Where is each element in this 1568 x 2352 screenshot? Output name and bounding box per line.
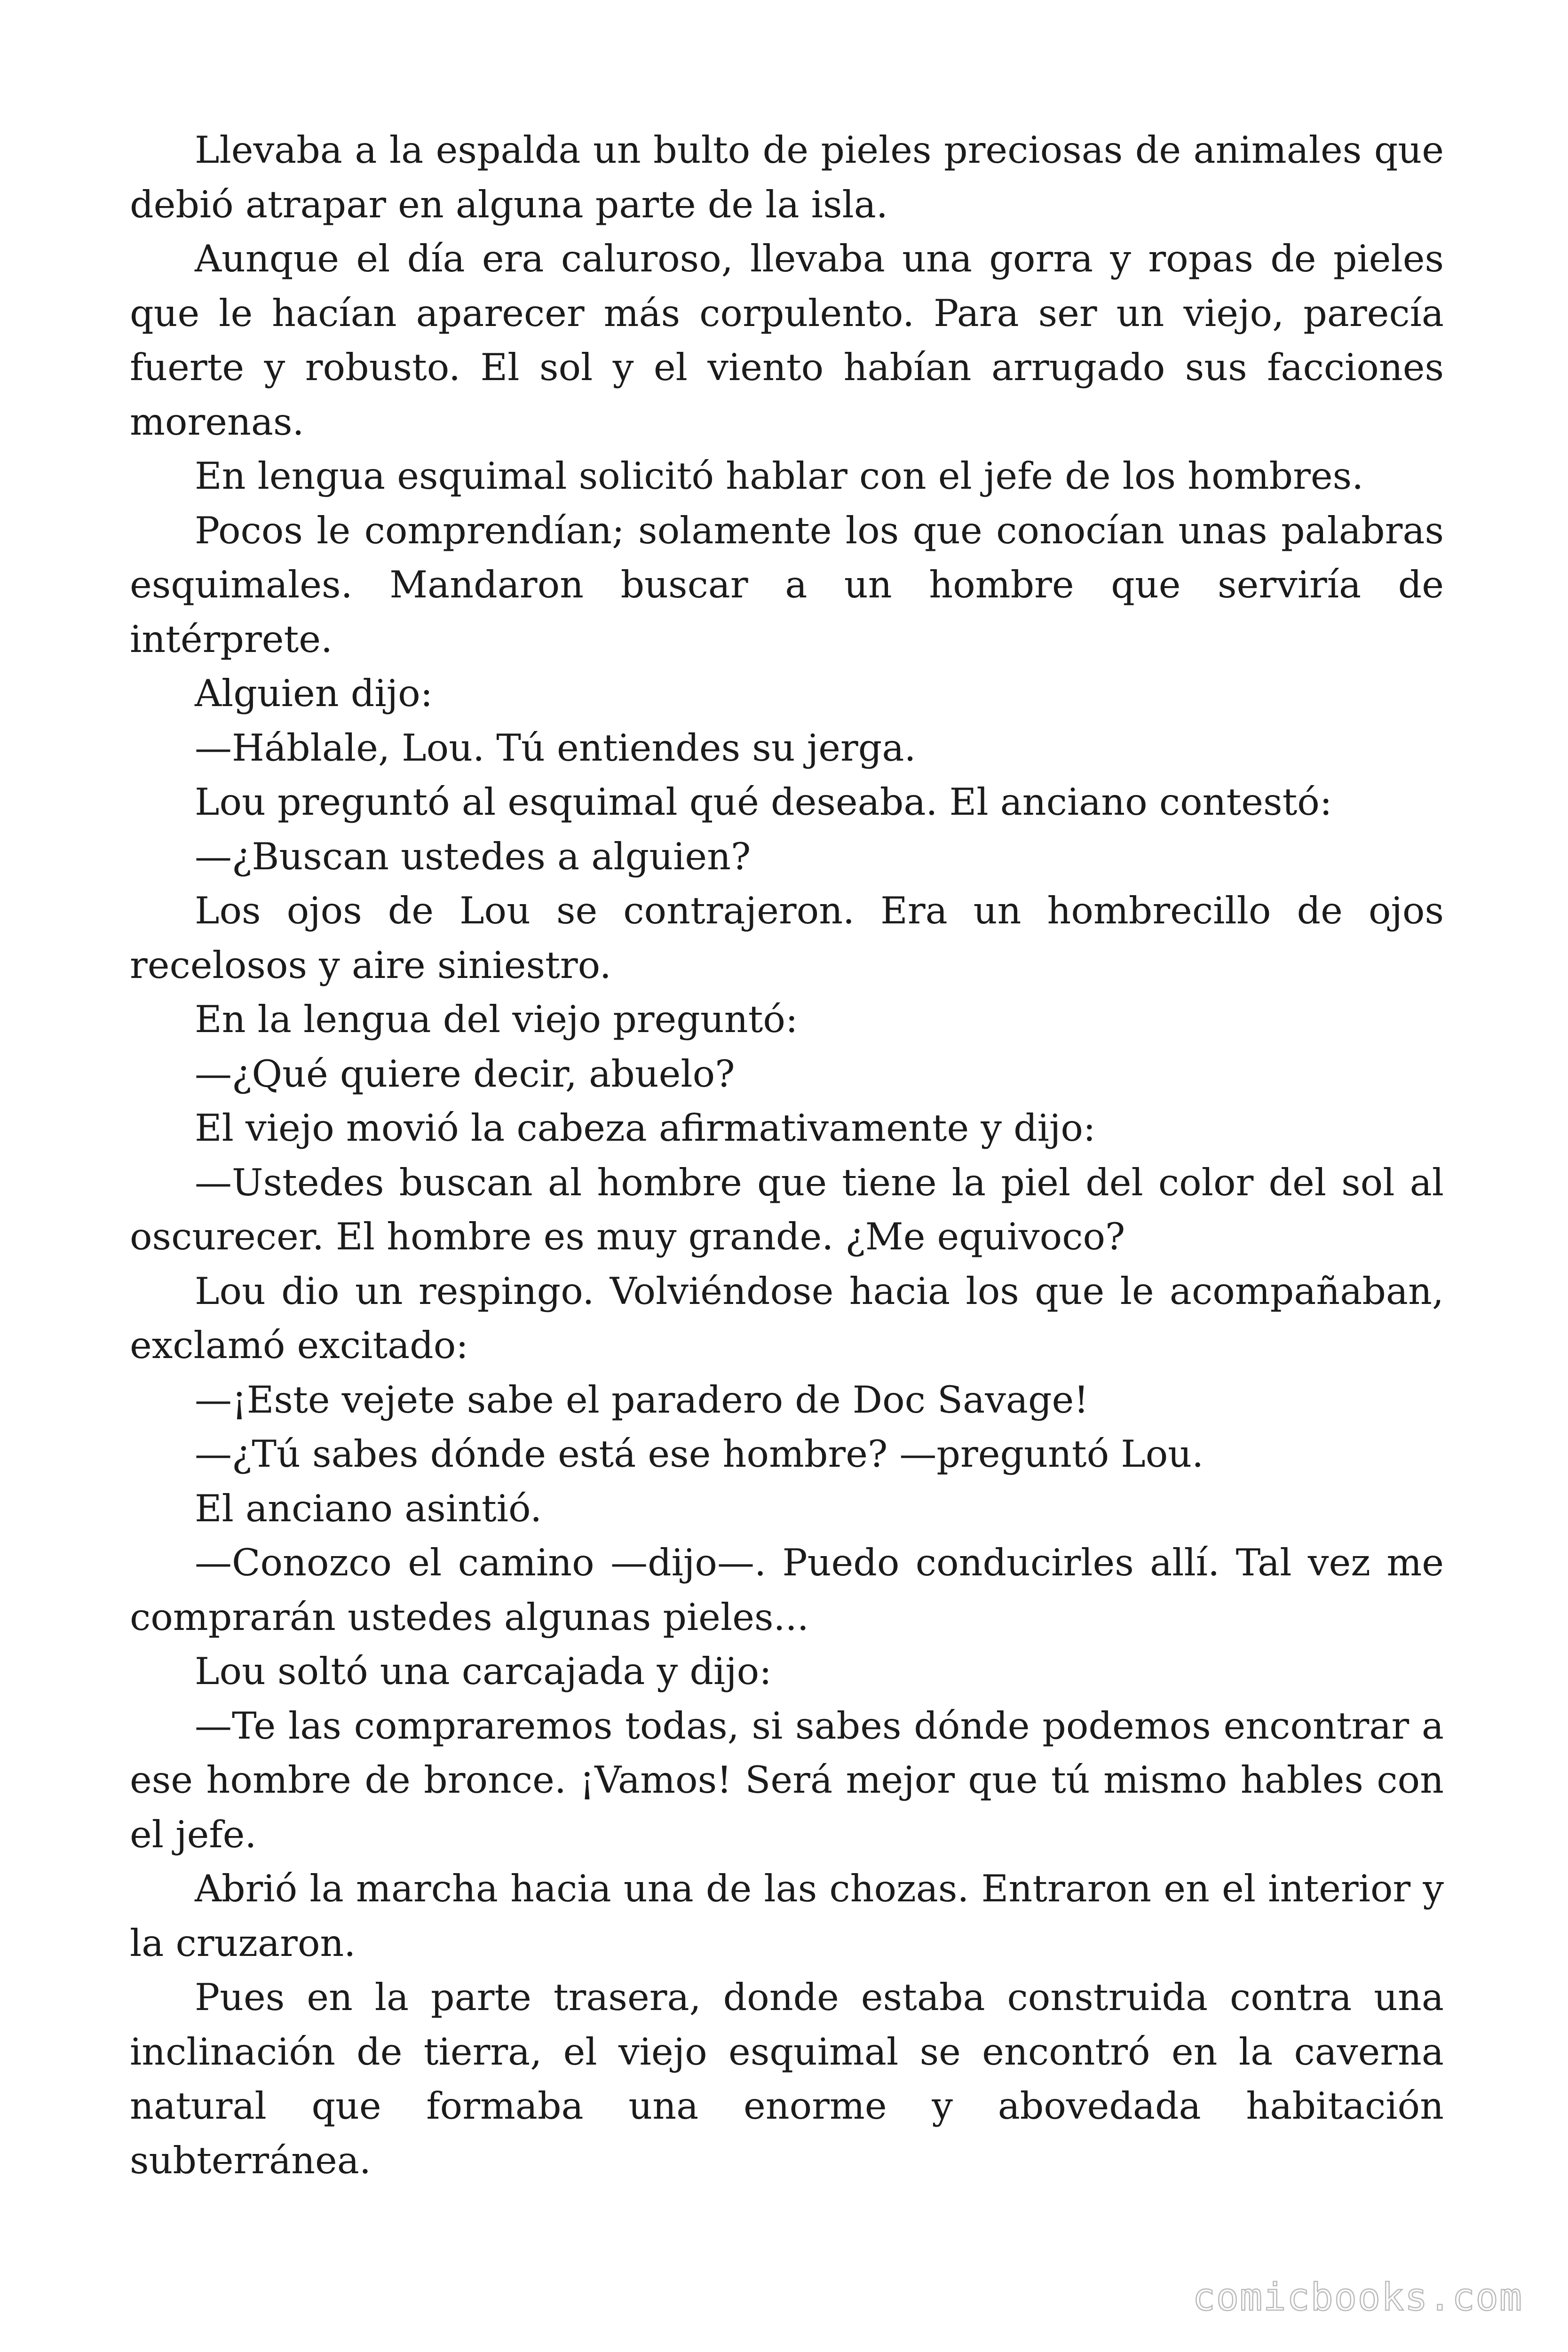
dialogue-line: —Ustedes buscan al hombre que tiene la piel del color del sol al oscurecer. El hombre es muy grande. ¿Me equivoco? [130, 1160, 1444, 1258]
dialogue-line: —Háblale, Lou. Tú entiendes su jerga. [195, 726, 916, 770]
paragraph: Llevaba a la espalda un bulto de pieles preciosas de animales que debió atrapar en alguna parte de la isla. [130, 128, 1444, 226]
paragraph: El anciano asintió. [195, 1486, 542, 1530]
dialogue-line: —¿Tú sabes dónde está ese hombre? —preguntó Lou. [195, 1432, 1204, 1476]
paragraph: Aunque el día era caluroso, llevaba una gorra y ropas de pieles que le hacían aparecer más corpulento. Para ser un viejo, parecía fuerte y robusto. El sol y el viento habían arrugado sus facciones morenas. [130, 237, 1444, 444]
paragraph: En la lengua del viejo preguntó: [195, 998, 798, 1041]
dialogue-line: —Te las compraremos todas, si sabes dónde podemos encontrar a ese hombre de bronce. ¡Vamos! Será mejor que tú mismo hables con el jefe. [130, 1704, 1444, 1856]
paragraph: Lou preguntó al esquimal qué deseaba. El anciano contestó: [195, 780, 1332, 824]
paragraph: El viejo movió la cabeza afirmativamente y dijo: [195, 1106, 1096, 1150]
paragraph: En lengua esquimal solicitó hablar con el jefe de los hombres. [195, 454, 1364, 498]
dialogue-line: —¡Este vejete sabe el paradero de Doc Savage! [195, 1378, 1089, 1422]
paragraph: Pues en la parte trasera, donde estaba construida contra una inclinación de tierra, el viejo esquimal se encontró en la caverna natural que formaba una enorme y abovedada habitación subterránea. [130, 1976, 1444, 2182]
watermark: comicbooks.com [1192, 2275, 1523, 2319]
dialogue-line: —¿Buscan ustedes a alguien? [195, 834, 751, 878]
paragraph: Pocos le comprendían; solamente los que conocían unas palabras esquimales. Mandaron buscar a un hombre que serviría de intérprete. [130, 509, 1444, 661]
dialogue-line: —Conozco el camino —dijo—. Puedo conducirles allí. Tal vez me comprarán ustedes algunas pieles... [130, 1541, 1444, 1639]
paragraph: Lou dio un respingo. Volviéndose hacia los que le acompañaban, exclamó excitado: [130, 1269, 1444, 1367]
paragraph: Lou soltó una carcajada y dijo: [195, 1650, 772, 1693]
paragraph: Los ojos de Lou se contrajeron. Era un hombrecillo de ojos recelosos y aire siniestro. [130, 889, 1444, 987]
page-body [130, 123, 1444, 2188]
dialogue-line: —¿Qué quiere decir, abuelo? [195, 1052, 735, 1096]
paragraph: Abrió la marcha hacia una de las chozas. Entraron en el interior y la cruzaron. [130, 1867, 1444, 1965]
paragraph: Alguien dijo: [195, 672, 433, 715]
